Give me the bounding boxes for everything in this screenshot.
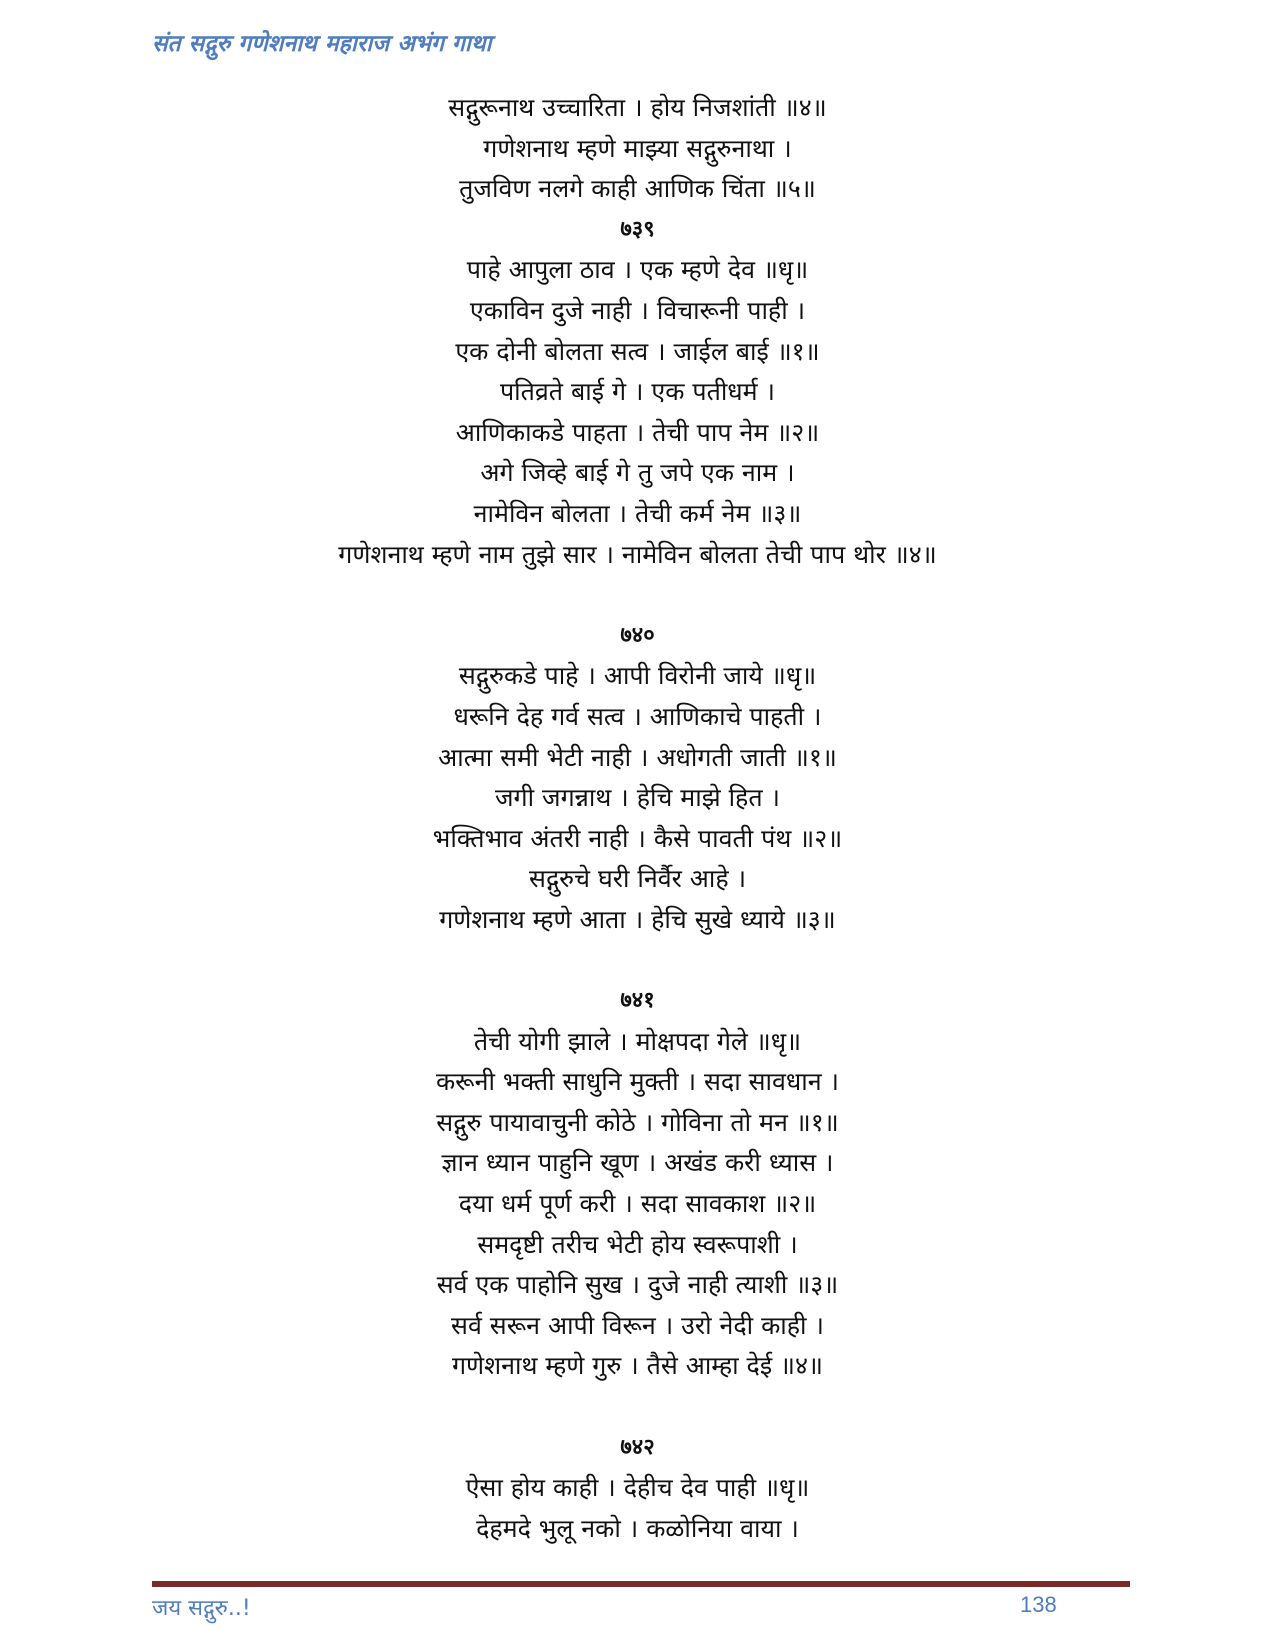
verse-line: सद्गुरुचे घरी निर्वैर आहे । [528,864,747,894]
verse-line: एकाविन दुजे नाही । विचारूनी पाही । [469,295,806,325]
stanza-gap [0,1387,1275,1428]
abhang-number: ७४२ [620,1434,655,1460]
page-header-title: संत सद्गुरु गणेशनाथ महाराज अभंग गाथा [152,31,492,57]
verse-line: करूनी भक्ती साधुनि मुक्ती । सदा सावधान । [435,1067,840,1097]
verse-line: आत्मा समी भेटी नाही । अधोगती जाती ॥१॥ [438,742,837,772]
verse-line: एक दोनी बोलता सत्व । जाईल बाई ॥१॥ [455,336,820,366]
page-number: 138 [1020,1592,1057,1617]
verse-line: पतिव्रते बाई गे । एक पतीधर्म । [499,377,776,407]
verse-line: सद्गुरु पायावाचुनी कोठे । गोविना तो मन ॥१॥ [436,1107,839,1137]
verse-line: धरूनि देह गर्व सत्व । आणिकाचे पाहती । [453,701,822,731]
verse-line: आणिकाकडे पाहता । तेची पाप नेम ॥२॥ [455,417,820,447]
verse-line: गणेशनाथ म्हणे नाम तुझे सार । नामेविन बोलता तेची पाप थोर ॥४॥ [338,539,937,569]
verse-line: जगी जगन्नाथ । हेचि माझे हित । [494,783,780,813]
stanza-gap [0,940,1275,981]
abhang-number: ७४१ [620,988,655,1014]
footer-divider [152,1581,1130,1587]
verse-line: नामेविन बोलता । तेची कर्म नेम ॥३॥ [473,498,802,528]
abhang-number: ७३९ [620,216,655,242]
verse-line: देहमदे भुलू नको । कळोनिया वाया । [476,1513,799,1543]
verse-line: भक्तिभाव अंतरी नाही । कैसे पावती पंथ ॥२॥ [432,823,843,853]
verse-line: समदृष्टी तरीच भेटी होय स्वरूपाशी । [477,1229,798,1259]
verse-line: सर्व एक पाहोनि सुख । दुजे नाही त्याशी ॥३॥ [436,1270,839,1300]
footer-tagline: जय सद्गुरु..! [152,1596,251,1621]
verse-line: पाहे आपुला ठाव । एक म्हणे देव ॥धृ॥ [466,255,809,285]
verse-line: सद्गुरूनाथ उच्चारिता । होय निजशांती ॥४॥ [448,93,827,122]
verse-line: सर्व सरून आपी विरून । उरो नेदी काही । [451,1310,824,1340]
verse-line: अगे जिव्हे बाई गे तु जपे एक नाम । [480,458,795,488]
verse-line: गणेशनाथ म्हणे आता । हेचि सुखे ध्याये ॥३॥ [439,904,836,934]
verse-line: गणेशनाथ म्हणे गुरु । तैसे आम्हा देई ॥४॥ [451,1351,823,1381]
verse-line: ऐसा होय काही । देहीच देव पाही ॥धृ॥ [465,1473,810,1503]
verse-line: ज्ञान ध्यान पाहुनि खूण । अखंड करी ध्यास । [441,1148,834,1178]
verse-line: गणेशनाथ म्हणे माझ्या सद्गुरुनाथा । [483,133,792,163]
abhang-text-body [0,88,1275,1549]
abhang-number: ७४० [620,622,655,648]
verse-line: तुजविण नलगे काही आणिक चिंता ॥५॥ [459,174,816,204]
stanza-gap [0,575,1275,616]
verse-line: सद्गुरुकडे पाहे । आपी विरोनी जाये ॥धृ॥ [458,661,817,691]
verse-line: दया धर्म पूर्ण करी । सदा सावकाश ॥२॥ [458,1189,817,1219]
verse-line: तेची योगी झाले । मोक्षपदा गेले ॥धृ॥ [473,1026,802,1056]
